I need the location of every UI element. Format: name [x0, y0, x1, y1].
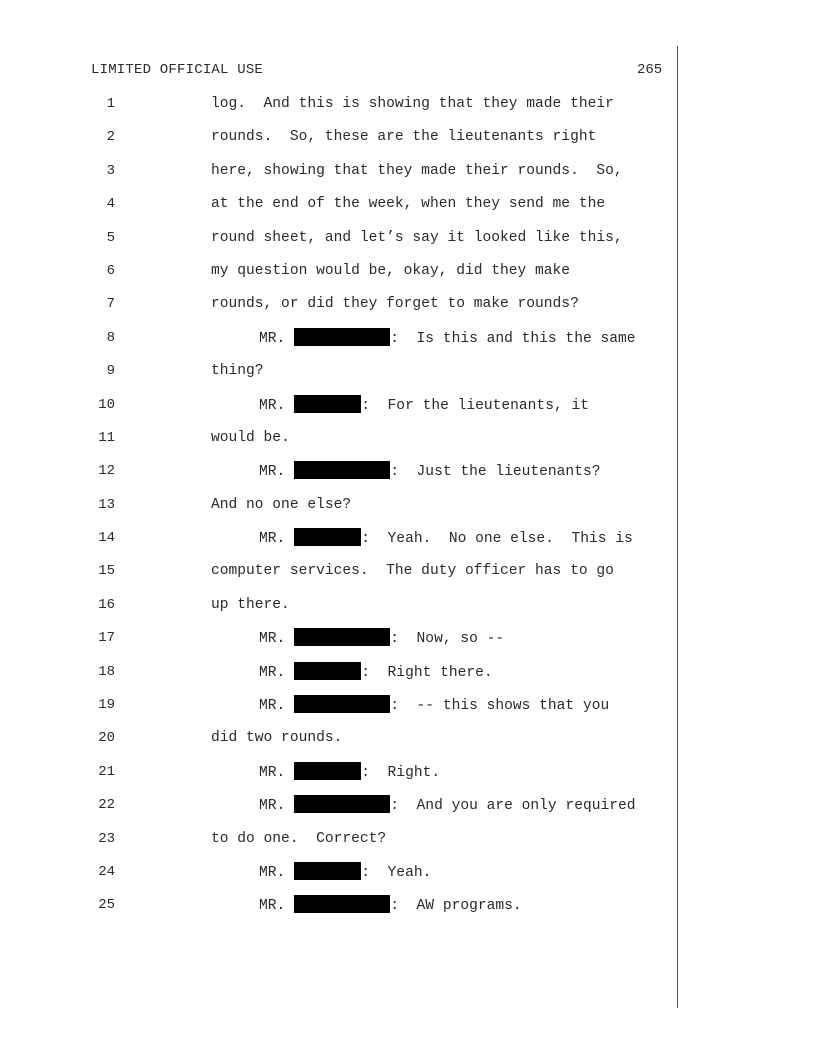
line-number: 9: [106, 363, 115, 380]
speaker-line: [259, 662, 493, 683]
line-number: 23: [98, 830, 115, 847]
redacted-name: [294, 795, 390, 813]
speaker-title: MR.: [259, 397, 286, 414]
transcript-line-18: [0, 662, 816, 695]
transcript-line-13: [0, 495, 816, 528]
speaker-line: [259, 461, 600, 482]
line-number: 17: [98, 630, 115, 647]
speaker-title: MR.: [259, 330, 286, 347]
transcript-line-25: [0, 895, 816, 928]
speaker-title: MR.: [259, 664, 286, 681]
line-number: 18: [98, 663, 115, 680]
line-number: 15: [98, 563, 115, 580]
line-number: 20: [98, 730, 115, 747]
transcript-line-17: [0, 628, 816, 661]
line-number: 13: [98, 496, 115, 513]
transcript-line-9: [0, 361, 816, 394]
redacted-name: [294, 662, 361, 680]
line-text: my question would be, okay, did they make: [211, 262, 571, 279]
speaker-line: [259, 795, 636, 816]
redacted-name: [294, 461, 390, 479]
speaker-title: MR.: [259, 898, 286, 915]
speech-text: : For the lieutenants, it: [361, 397, 589, 414]
speaker-line: [259, 628, 504, 649]
speaker-title: MR.: [259, 631, 286, 648]
line-number: 21: [98, 763, 115, 780]
line-number: 10: [98, 396, 115, 413]
transcript-line-6: [0, 261, 816, 294]
classification-header: LIMITED OFFICIAL USE: [91, 62, 264, 78]
line-number: 6: [106, 262, 115, 279]
transcript-line-22: [0, 795, 816, 828]
transcript-line-4: [0, 194, 816, 227]
speech-text: : And you are only required: [390, 798, 636, 815]
redacted-name: [294, 762, 361, 780]
line-number: 25: [98, 897, 115, 914]
line-number: 24: [98, 863, 115, 880]
line-number: 1: [106, 96, 115, 112]
line-text: would be.: [211, 429, 290, 446]
speaker-title: MR.: [259, 798, 286, 815]
line-text: to do one. Correct?: [211, 830, 387, 847]
line-text: here, showing that they made their rounds. So,: [211, 162, 623, 179]
speech-text: : Just the lieutenants?: [390, 464, 601, 481]
speaker-title: MR.: [259, 464, 286, 481]
speech-text: : Right.: [361, 764, 441, 781]
speaker-title: MR.: [259, 864, 286, 881]
transcript-line-11: [0, 428, 816, 461]
transcript-line-1: [0, 94, 816, 127]
redacted-name: [294, 395, 361, 413]
speech-text: : Yeah.: [361, 864, 432, 881]
line-text: rounds. So, these are the lieutenants right: [211, 129, 597, 146]
speaker-title: MR.: [259, 698, 286, 715]
speech-text: : Yeah. No one else. This is: [361, 531, 633, 548]
line-number: 7: [106, 296, 115, 313]
redacted-name: [294, 895, 390, 913]
speaker-line: [259, 762, 440, 783]
line-text: And no one else?: [211, 496, 352, 513]
line-number: 16: [98, 596, 115, 613]
line-text: rounds, or did they forget to make rounds?: [211, 296, 579, 313]
transcript-line-15: [0, 561, 816, 594]
speaker-line: [259, 862, 431, 883]
line-number: 14: [98, 530, 115, 547]
transcript-line-10: [0, 395, 816, 428]
redacted-name: [294, 862, 361, 880]
speech-text: : -- this shows that you: [390, 698, 610, 715]
transcript-line-8: [0, 328, 816, 361]
transcript-line-16: [0, 595, 816, 628]
line-text: at the end of the week, when they send me the: [211, 196, 606, 213]
line-number: 2: [106, 129, 115, 146]
transcript-line-23: [0, 829, 816, 862]
line-text: thing?: [211, 363, 264, 380]
transcript-line-5: [0, 228, 816, 261]
speaker-line: [259, 328, 636, 349]
line-number: 11: [98, 429, 115, 446]
transcript-line-3: [0, 161, 816, 194]
line-number: 12: [98, 463, 115, 480]
line-number: 4: [106, 196, 115, 213]
line-number: 22: [98, 797, 115, 814]
speaker-title: MR.: [259, 531, 286, 548]
transcript-line-7: [0, 294, 816, 327]
line-text: round sheet, and let’s say it looked like this,: [211, 229, 623, 246]
line-number: 8: [106, 329, 115, 346]
redacted-name: [294, 628, 390, 646]
speech-text: : Now, so --: [390, 631, 505, 648]
transcript-line-21: [0, 762, 816, 795]
line-number: 19: [98, 697, 115, 714]
line-number: 5: [106, 229, 115, 246]
line-text: computer services. The duty officer has to go: [211, 563, 614, 580]
transcript-line-20: [0, 728, 816, 761]
redacted-name: [294, 328, 390, 346]
speaker-line: [259, 528, 633, 549]
transcript-line-14: [0, 528, 816, 561]
speaker-line: [259, 695, 609, 716]
redacted-name: [294, 695, 390, 713]
speech-text: : Is this and this the same: [390, 330, 636, 347]
line-text: log. And this is showing that they made their: [211, 96, 614, 112]
transcript-line-2: [0, 127, 816, 160]
line-number: 3: [106, 162, 115, 179]
speech-text: : AW programs.: [390, 898, 522, 915]
speaker-line: [259, 395, 589, 416]
speaker-title: MR.: [259, 764, 286, 781]
speaker-line: [259, 895, 522, 916]
line-text: up there.: [211, 596, 290, 613]
transcript-body: [0, 94, 816, 929]
transcript-line-12: [0, 461, 816, 494]
transcript-line-24: [0, 862, 816, 895]
line-text: did two rounds.: [211, 730, 343, 747]
page-number: 265: [637, 62, 663, 78]
redacted-name: [294, 528, 361, 546]
transcript-line-19: [0, 695, 816, 728]
speech-text: : Right there.: [361, 664, 493, 681]
